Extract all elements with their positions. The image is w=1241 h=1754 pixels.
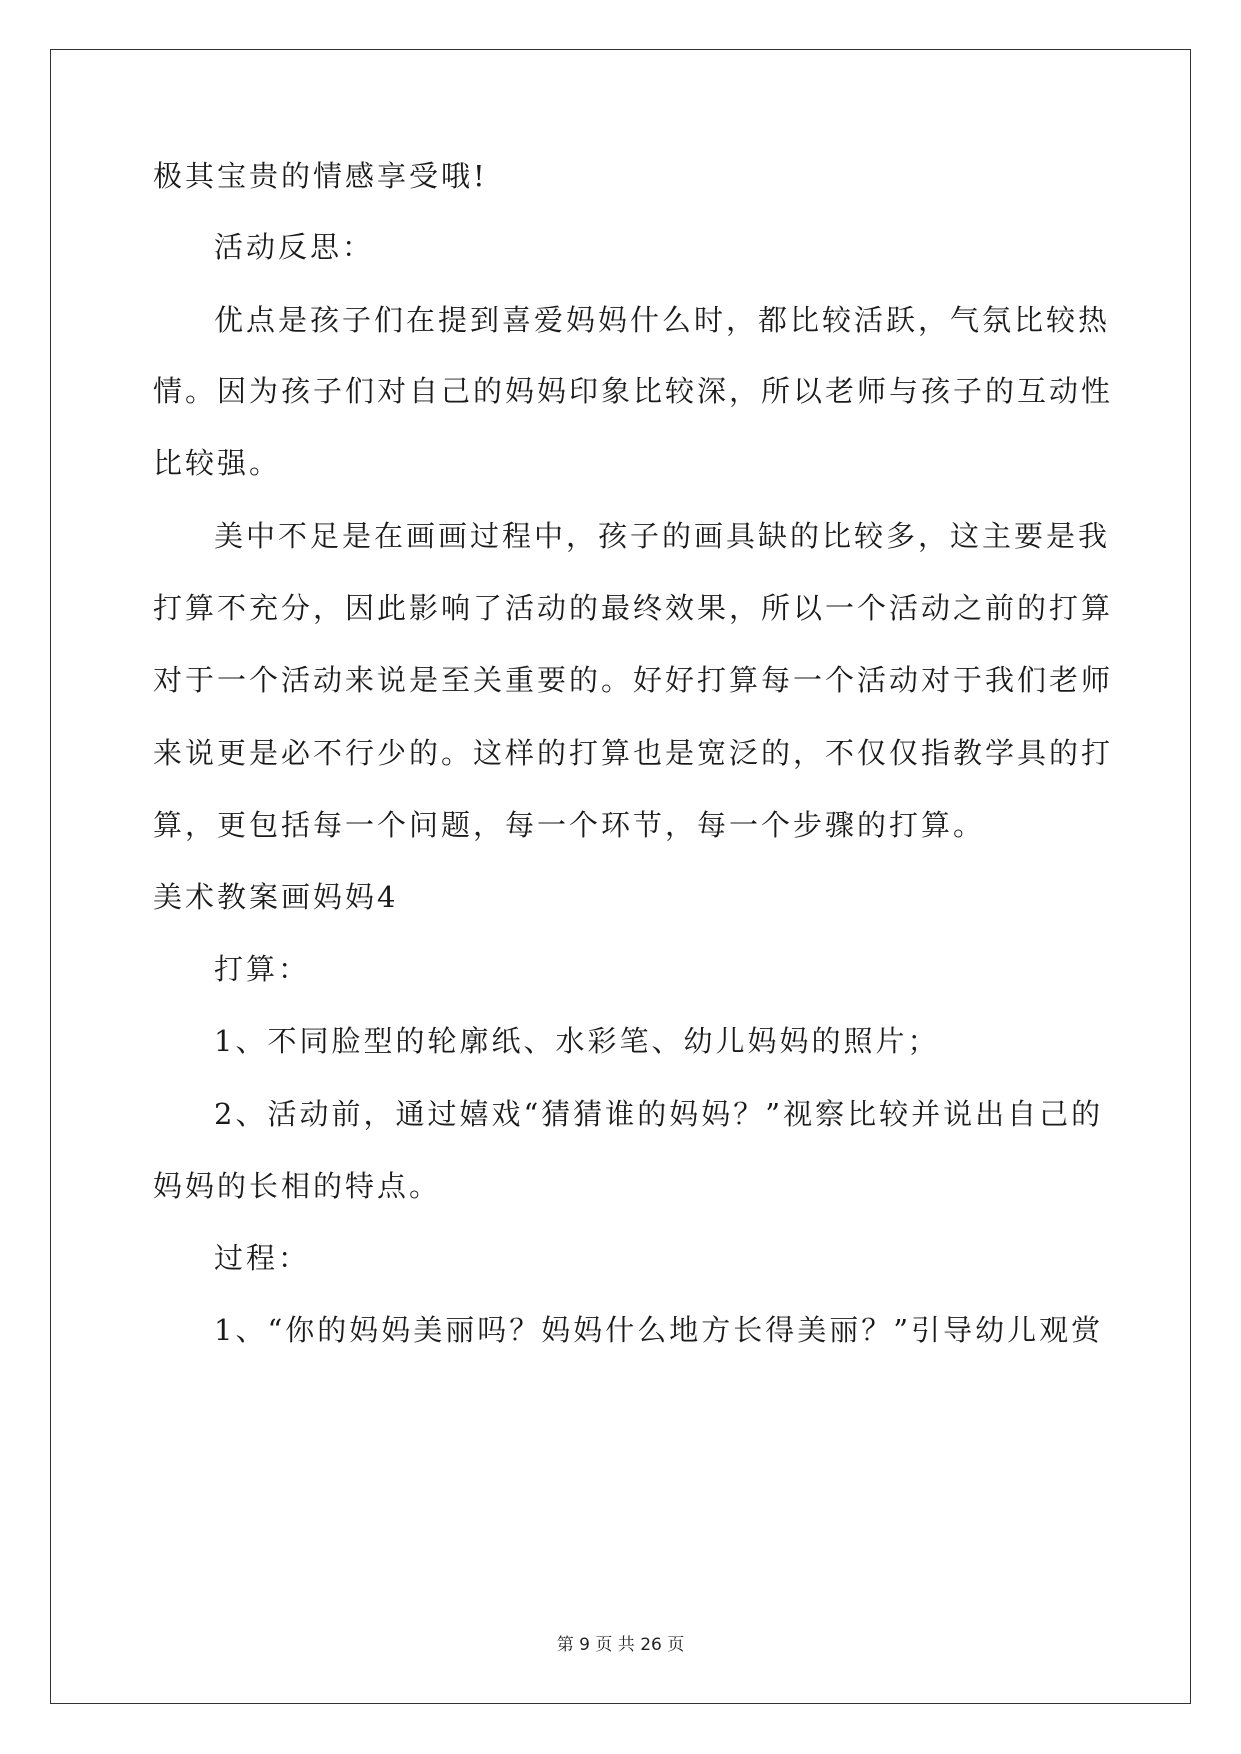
paragraph-line: 优点是孩子们在提到喜爱妈妈什么时，都比较活跃，气氛比较热 bbox=[214, 303, 1111, 337]
paragraph-line: 极其宝贵的情感享受哦! bbox=[153, 159, 488, 193]
section-heading: 活动反思： bbox=[214, 230, 375, 264]
paragraph-line: 打算不充分，因此影响了活动的最终效果，所以一个活动之前的打算 bbox=[153, 591, 1114, 625]
paragraph-line: 来说更是必不行少的。这样的打算也是宽泛的，不仅仅指教学具的打 bbox=[153, 736, 1114, 770]
section-heading: 打算： bbox=[214, 952, 311, 986]
list-item: 2、活动前，通过嬉戏“猜猜谁的妈妈？”视察比较并说出自己的 bbox=[214, 1097, 1104, 1131]
paragraph-line: 美中不足是在画画过程中，孩子的画具缺的比较多，这主要是我 bbox=[214, 519, 1111, 553]
section-title: 美术教案画妈妈4 bbox=[153, 880, 399, 914]
paragraph-line: 情。因为孩子们对自己的妈妈印象比较深，所以老师与孩子的互动性 bbox=[153, 374, 1114, 408]
list-item: 1、“你的妈妈美丽吗？妈妈什么地方长得美丽？”引导幼儿观赏 bbox=[214, 1313, 1104, 1347]
page-number-footer: 第 9 页 共 26 页 bbox=[556, 1635, 685, 1655]
paragraph-line: 对于一个活动来说是至关重要的。好好打算每一个活动对于我们老师 bbox=[153, 663, 1114, 697]
paragraph-line: 算，更包括每一个问题，每一个环节，每一个步骤的打算。 bbox=[153, 808, 986, 842]
section-heading: 过程： bbox=[214, 1241, 311, 1275]
list-item: 1、不同脸型的轮廓纸、水彩笔、幼儿妈妈的照片； bbox=[214, 1024, 940, 1058]
paragraph-line: 比较强。 bbox=[153, 446, 282, 480]
paragraph-line: 妈妈的长相的特点。 bbox=[153, 1169, 442, 1203]
